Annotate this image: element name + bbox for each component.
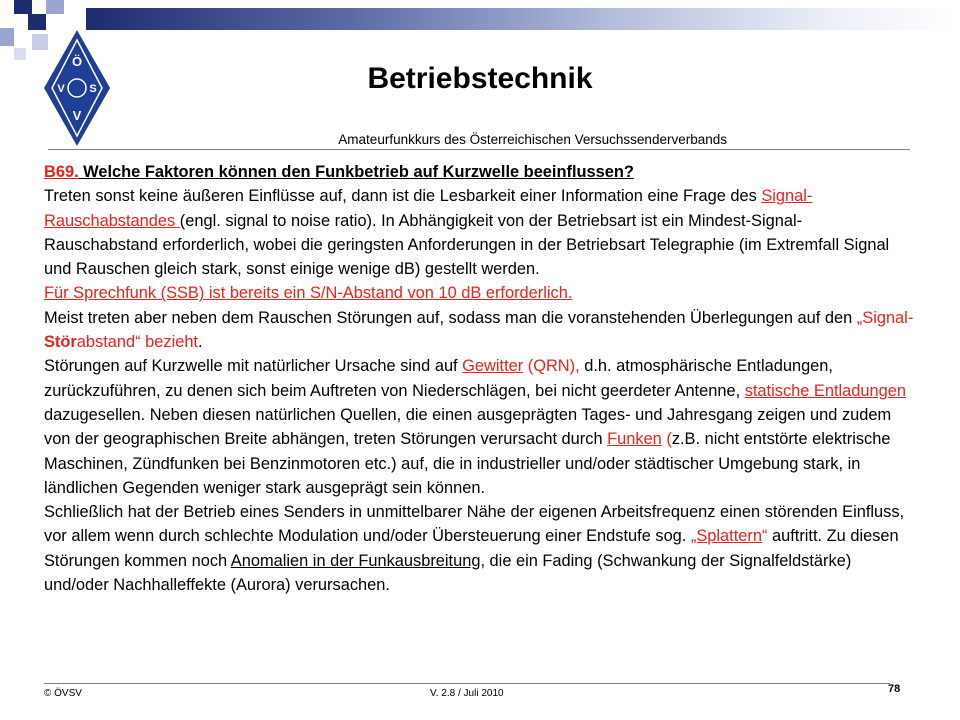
p4-text-d: z.B. nicht entstörte elektrische Maschinen, Zündfunken bei Benzinmotoren etc.) auf, die in industrieller und/oder städtischer Umgebung stark, in ländlichen Gegenden weniger stark ausgeprägt sein können. [44, 430, 891, 497]
paragraph-4 [44, 354, 914, 500]
svg-text:V: V [57, 83, 65, 95]
link-funken[interactable]: Funken [607, 430, 662, 449]
link-sprechfunk-ssb[interactable]: Für Sprechfunk (SSB) ist bereits ein S/N-Abstand von 10 dB erforderlich. [44, 284, 573, 303]
link-signal-rauschabstand[interactable]: Signal-Rauschabstandes [44, 187, 813, 230]
p3-end: . [198, 333, 203, 352]
question-text: Welche Faktoren können den Funkbetrieb auf Kurzwelle beeinflussen? [78, 163, 634, 181]
p1-text-b: (engl. signal to noise ratio). In Abhängigkeit von der Betriebsart ist ein Mindest-Signal-Rauschabstand erforderlich, wobei die geringsten Anforderungen in der Betriebsart Telegraphie (im Extremfall Signal und Rauschen gleich stark, sonst einige wenige dB) gestellt werden. [44, 211, 890, 279]
paragraph-5 [44, 500, 914, 597]
page-subtitle: Amateurfunkkurs des Österreichischen Versuchssenderverbands [338, 132, 727, 147]
main-content [44, 160, 914, 597]
link-gewitter[interactable]: Gewitter [462, 357, 524, 376]
question-number: B69. [44, 163, 79, 181]
paragraph-2 [44, 281, 914, 305]
p5-text-b: auftritt. Zu diesen Störungen kommen noch [44, 527, 899, 570]
footer-divider [44, 683, 890, 684]
link-statische-entladungen[interactable]: statische Entladungen [744, 381, 906, 400]
p5-text-a: Schließlich hat der Betrieb eines Senders in unmittelbarer Nähe der eigenen Arbeitsfrequenz einen störenden Einfluss, vor allem wenn durch schlechte Modulation und/oder Übersteuerung einer Endstufe sog. [44, 503, 905, 546]
p1-text-a: Treten sonst keine äußeren Einflüsse auf, dann ist die Lesbarkeit einer Information eine Frage des [44, 187, 762, 206]
header-divider [48, 149, 910, 150]
p4-red-qrn: (QRN), [523, 357, 580, 376]
p3-red-bold: Stör [44, 333, 77, 352]
page-number: 78 [888, 683, 901, 695]
p4-red-paren: ( [661, 430, 672, 449]
footer-version: V. 2.8 / Juli 2010 [430, 688, 504, 699]
p4-text-c: dazugesellen. Neben diesen natürlichen Quellen, die einen ausgeprägten Tages- und Jahresgang zeigen und zudem von der geographischen Breite abhängen, treten Störungen verursacht durch [44, 405, 892, 449]
p3-red-3: abstand“ bezieht [76, 333, 198, 352]
link-splattern[interactable]: „Splattern [690, 527, 762, 546]
header-gradient-bar [86, 8, 960, 30]
svg-text:Ö: Ö [71, 54, 83, 69]
paragraph-1 [44, 184, 914, 281]
paragraph-3 [44, 306, 914, 355]
svg-text:S: S [89, 83, 97, 95]
p4-text-a: Störungen auf Kurzwelle mit natürlicher Ursache sind auf [44, 357, 463, 376]
p3-text-a: Meist treten aber neben dem Rauschen Störungen auf, sodass man die voranstehenden Überlegungen auf den [44, 308, 857, 327]
p4-text-b: d.h. atmosphärische Entladungen, zurückzuführen, zu denen sich beim Auftreten von Niederschlägen, bei nicht geerdeter Antenne, [44, 357, 833, 400]
svg-text:V: V [72, 108, 82, 123]
page-title: Betriebstechnik [367, 62, 593, 95]
p5-text-c: , die ein Fading (Schwankung der Signalfeldstärke) und/oder Nachhalleffekte (Aurora) verursachen. [44, 551, 852, 595]
footer-copyright: © ÖVSV [44, 688, 82, 699]
link-anomalien[interactable]: Anomalien in der Funkausbreitung [230, 551, 481, 570]
p3-red-1: „Signal- [856, 308, 914, 327]
p5-red-quote: “ [761, 527, 768, 546]
question-heading [44, 160, 914, 184]
